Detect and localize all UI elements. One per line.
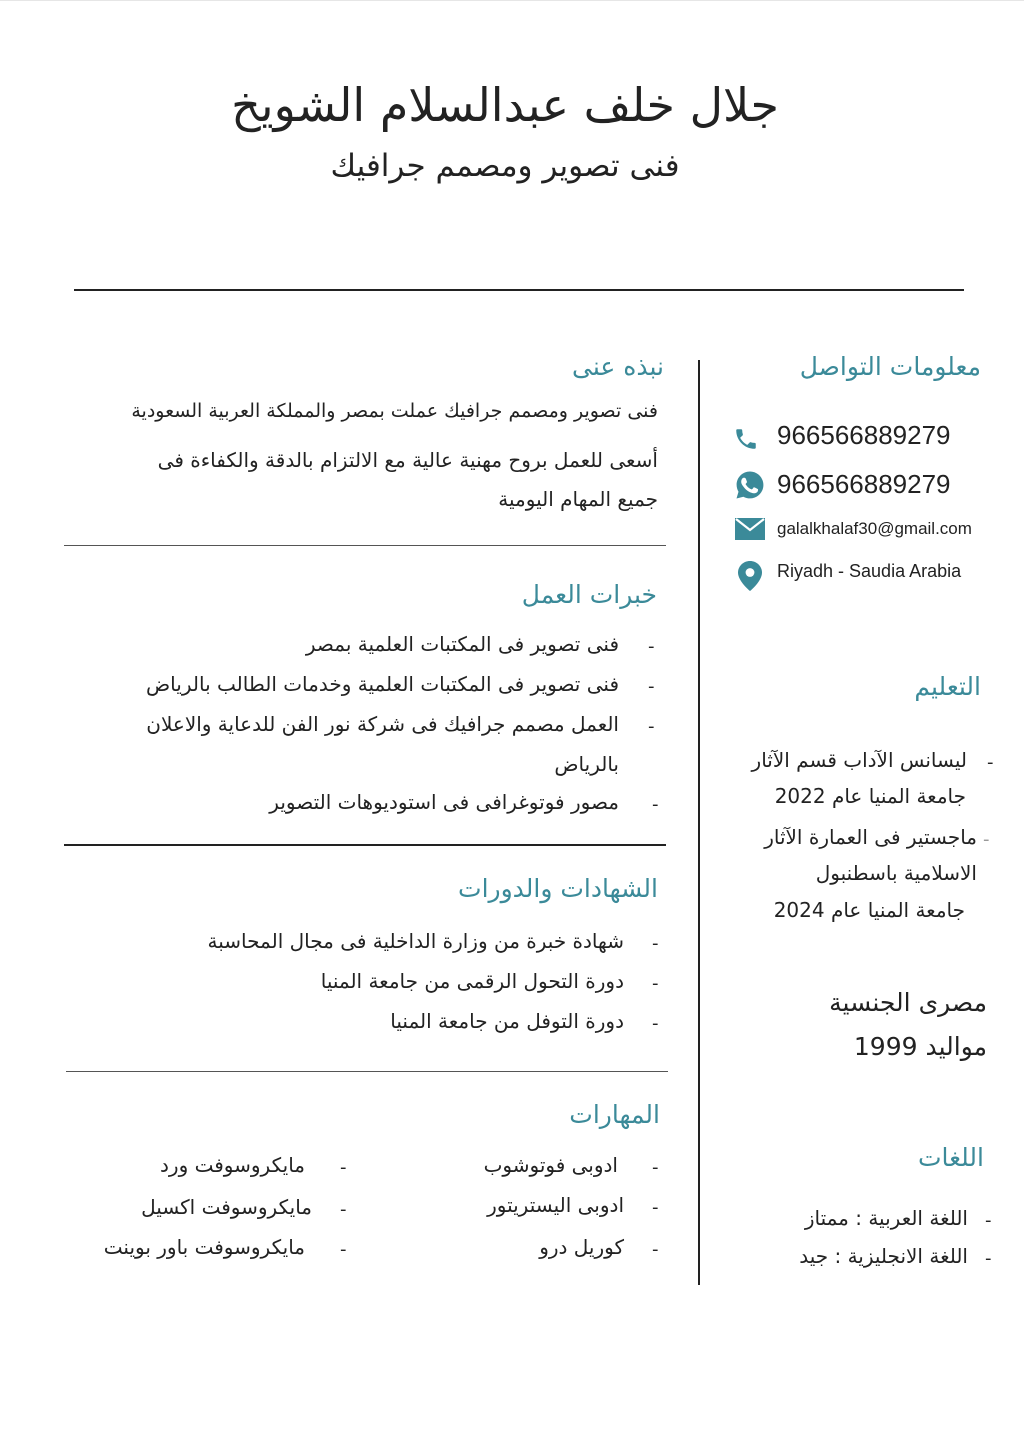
about-line-3: جميع المهام اليومية: [498, 487, 658, 511]
bullet-dash: -: [340, 1157, 347, 1178]
bullet-dash: -: [652, 1157, 659, 1178]
bullet-dash: -: [987, 752, 994, 773]
experience-item-continuation: بالرياض: [554, 752, 619, 776]
contact-title: معلومات التواصل: [799, 352, 981, 381]
education-line: جامعة المنيا عام 2024: [773, 898, 965, 922]
education-line: جامعة المنيا عام 2022: [774, 784, 966, 808]
nationality: مصرى الجنسية: [829, 988, 987, 1017]
bullet-dash: -: [652, 973, 659, 994]
certificates-title: الشهادات والدورات: [458, 874, 658, 903]
bullet-dash: -: [652, 794, 659, 815]
experience-item: فنى تصوير فى المكتبات العلمية بمصر: [305, 632, 619, 656]
skill-item: مايكروسوفت ورد: [160, 1153, 305, 1177]
bullet-dash: -: [983, 829, 990, 850]
about-line-1: فنى تصوير ومصمم جرافيك عملت بمصر والمملكة العربية السعودية: [131, 400, 658, 422]
about-divider: [64, 545, 666, 546]
skills-title: المهارات: [569, 1100, 660, 1129]
education-line: الاسلامية باسطنبول: [815, 861, 977, 885]
page-top-border: [0, 0, 1024, 1]
education-line: ليسانس الآداب قسم الآثار: [751, 748, 967, 772]
whatsapp-icon: [734, 469, 766, 501]
bullet-dash: -: [985, 1210, 992, 1231]
about-title: نبذه عنى: [572, 352, 664, 381]
birth-year: مواليد 1999: [853, 1032, 987, 1061]
languages-title: اللغات: [917, 1143, 984, 1172]
skill-item: مايكروسوفت باور بوينت: [103, 1235, 305, 1259]
bullet-dash: -: [652, 933, 659, 954]
phone-number[interactable]: 966566889279: [777, 420, 951, 450]
language-item: اللغة العربية : ممتاز: [804, 1206, 968, 1230]
bullet-dash: -: [985, 1248, 992, 1269]
bullet-dash: -: [648, 716, 655, 737]
location-pin-icon: [738, 561, 762, 591]
skill-item: كوريل درو: [539, 1235, 624, 1259]
bullet-dash: -: [652, 1013, 659, 1034]
bullet-dash: -: [340, 1239, 347, 1260]
certificate-item: شهادة خبرة من وزارة الداخلية فى مجال المحاسبة: [207, 929, 624, 953]
education-title: التعليم: [914, 672, 981, 701]
header-divider: [74, 289, 964, 291]
job-title: فنى تصوير ومصمم جرافيك: [330, 148, 680, 184]
experience-item: العمل مصمم جرافيك فى شركة نور الفن للدعاية والاعلان: [146, 712, 619, 736]
bullet-dash: -: [652, 1239, 659, 1260]
phone-icon: [733, 424, 759, 454]
about-line-2: أسعى للعمل بروح مهنية عالية مع الالتزام بالدقة والكفاءة فى: [157, 448, 658, 472]
whatsapp-number[interactable]: 966566889279: [777, 469, 951, 499]
certificate-item: دورة التحول الرقمى من جامعة المنيا: [320, 969, 624, 993]
skill-item: مايكروسوفت اكسيل: [141, 1195, 312, 1219]
bullet-dash: -: [648, 676, 655, 697]
skill-item: ادوبى فوتوشوب: [483, 1153, 618, 1177]
experience-item: مصور فوتوغرافى فى استوديوهات التصوير: [269, 790, 619, 814]
experience-divider: [64, 844, 666, 846]
bullet-dash: -: [340, 1199, 347, 1220]
skill-item: ادوبى اليستريتور: [487, 1193, 624, 1217]
certificates-divider: [66, 1071, 668, 1072]
bullet-dash: -: [652, 1197, 659, 1218]
education-line: ماجستير فى العمارة الآثار: [764, 825, 977, 849]
experience-item: فنى تصوير فى المكتبات العلمية وخدمات الطالب بالرياض: [146, 672, 619, 696]
email-address[interactable]: galalkhalaf30@gmail.com: [777, 519, 972, 538]
certificate-item: دورة التوفل من جامعة المنيا: [390, 1009, 624, 1033]
bullet-dash: -: [648, 636, 655, 657]
language-item: اللغة الانجليزية : جيد: [799, 1244, 968, 1268]
column-divider: [698, 360, 700, 1285]
email-icon: [735, 518, 765, 540]
person-name: جلال خلف عبدالسلام الشويخ: [231, 78, 779, 132]
location-text: Riyadh - Saudia Arabia: [777, 561, 962, 581]
experience-title: خبرات العمل: [521, 580, 657, 609]
